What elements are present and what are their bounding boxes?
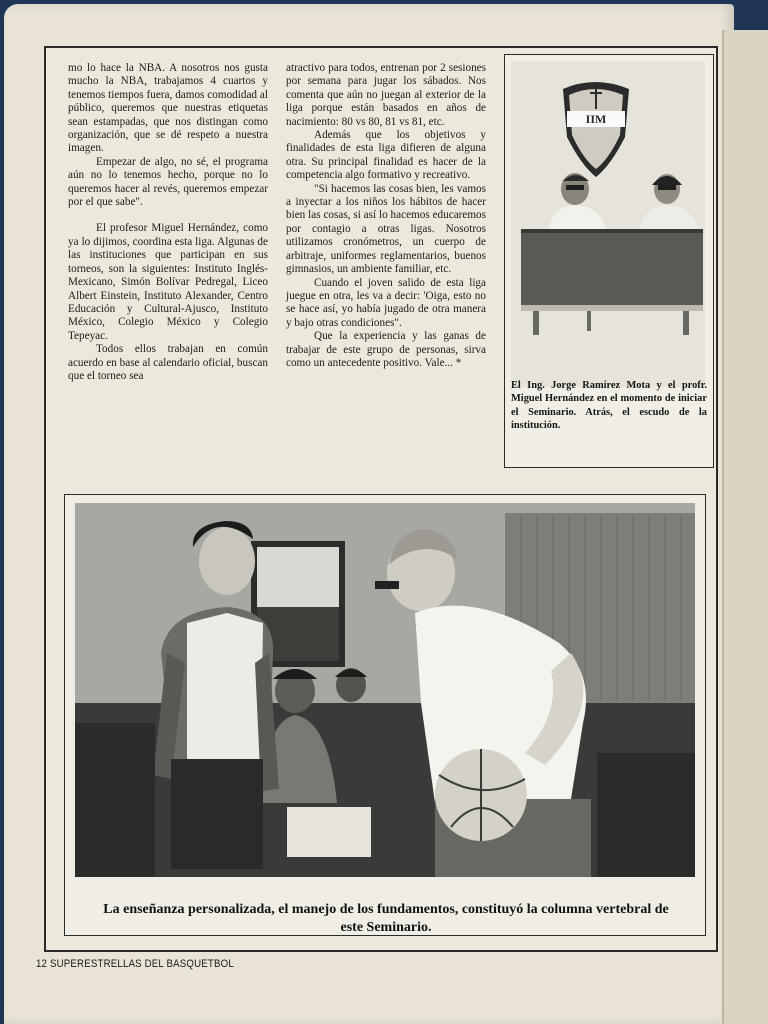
article-paragraph: Todos ellos trabajan en común acuerdo en base al calendario oficial, buscan que el torneo sea <box>68 343 268 382</box>
page-number: 12 <box>36 958 48 970</box>
article-column-1 <box>68 62 268 383</box>
seminar-training-photo-box <box>64 494 706 936</box>
article-paragraph: mo lo hace la NBA. A nosotros nos gusta mucho la NBA, trabajamos 4 cuartos y tenemos tiempos fuera, damos comodidad al público, queremos que nuestras etiquetas sean estampadas, que nos distingan como organización, que se dé respeto a nuestra imagen. <box>68 62 268 155</box>
article-paragraph: El profesor Miguel Hernández, como ya lo dijimos, coordina esta liga. Algunas de las instituciones que participan en sus torneos, son la siguientes: Instituto Inglés-Mexicano, Simón Bolívar Pedregal, Liceo Albert Einstein, Instituto Alexander, Centro Educación y Cultural-Ajusco, Instituto México, Colegio México y Colegio Tepeyac. <box>68 222 268 342</box>
photo-caption: La enseñanza personalizada, el manejo de los fundamentos, constituyó la columna vertebral de este Seminario. <box>103 902 669 935</box>
article-column-2 <box>286 62 486 370</box>
seminar-opening-photo-box <box>504 54 714 468</box>
article-paragraph: Además que los objetivos y finalidades de esta liga difieren de alguna otra. Su principal finalidad es hacer de la competencia algo formativo y recreativo. <box>286 129 486 182</box>
basketball <box>435 749 527 841</box>
article-paragraph: "Si hacemos las cosas bien, les vamos a inyectar a los niños los hábitos de hacer bien las cosas, si así lo hacemos educaremos por contagio a otras ligas. Nosotros utilizamos cronómetros, un cuerpo de arbitraje, uniformes reglamentarios, buenos gimnasios, un ambiente familiar, etc. <box>286 182 486 276</box>
photo-caption: El Ing. Jorge Ramírez Mota y el profr. Miguel Hernández en el momento de iniciar el Seminario. Atrás, el escudo de la institución. <box>511 380 707 432</box>
seminar-opening-photo <box>511 61 705 387</box>
seminar-training-photo <box>75 503 695 877</box>
publication-name: SUPERESTRELLAS DEL BASQUETBOL <box>49 958 234 970</box>
article-paragraph: Cuando el joven salido de esta liga juegue en otra, les va a decir: 'Oiga, esto no se hace así, yo había jugado de otra manera y bajo otras condiciones". <box>286 276 486 329</box>
page-footer <box>36 958 234 970</box>
adjacent-page-edge <box>722 30 768 1024</box>
article-paragraph: Empezar de algo, no sé, el programa aún no lo tenemos hecho, porque no lo queremos hacer al revés, queremos empezar por el que sabe". <box>68 155 268 209</box>
article-paragraph: atractivo para todos, entrenan por 2 sesiones por semana para jugar los sábados. Nos comenta que aún no juegan al exterior de la liga porque están basados en años de nacimiento: 80 vs 80, 81 vs 81, etc. <box>286 62 486 128</box>
article-paragraph: Que la experiencia y las ganas de trabajar de este grupo de personas, sirva como un antecedente positivo. Vale... * <box>286 330 486 369</box>
crest-lettering: IIM <box>585 112 607 126</box>
